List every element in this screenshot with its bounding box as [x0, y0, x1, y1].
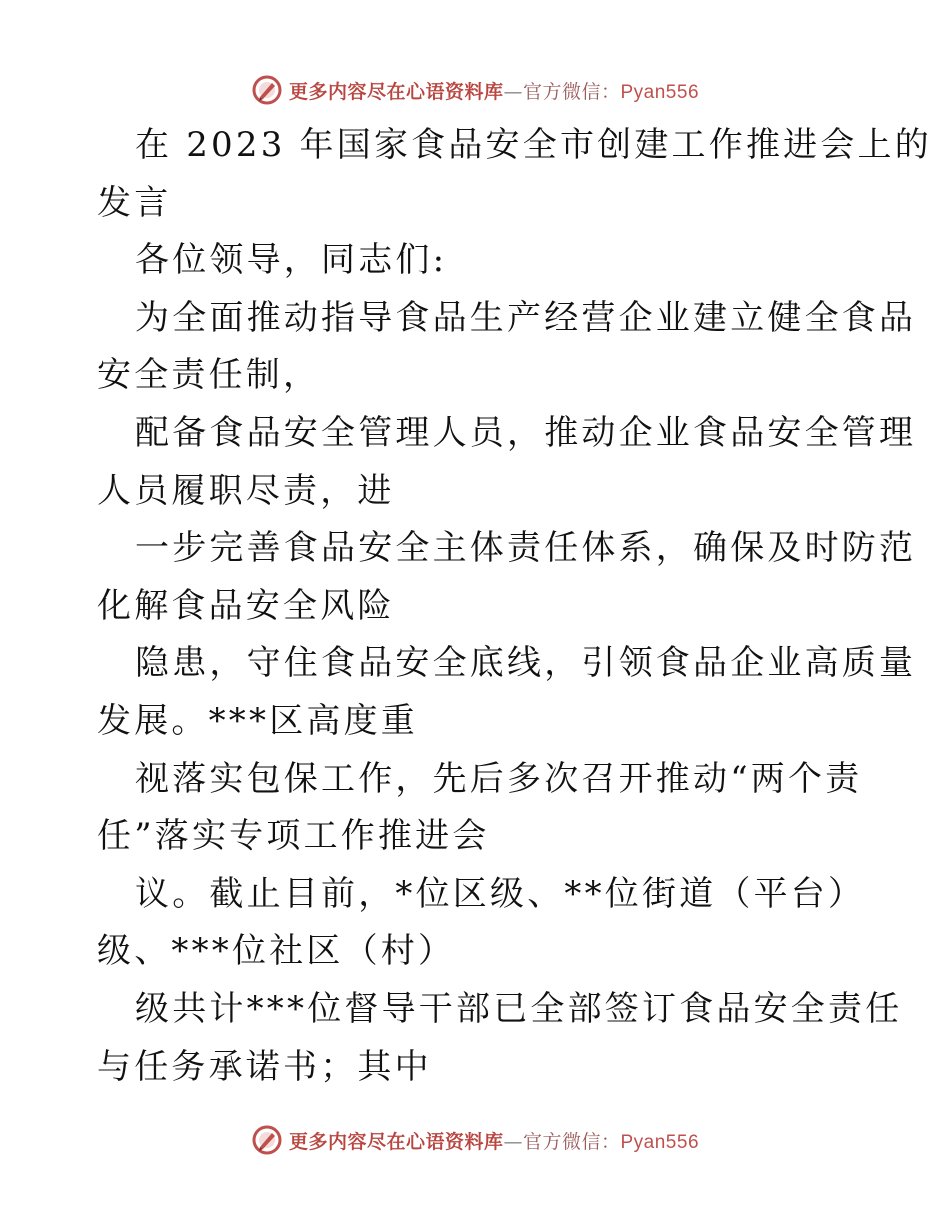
paragraph-line: 安全责任制，	[97, 355, 321, 396]
paragraph-line: 与任务承诺书；其中	[97, 1046, 432, 1087]
footer-wechat-id: Pyan556	[620, 1131, 700, 1153]
footer-text	[289, 1127, 699, 1154]
paragraph-line: 化解食品安全风险	[97, 585, 395, 626]
header-wechat-label: 官方微信：	[522, 80, 621, 103]
title-line-1: 在 2023 年国家食品安全市创建工作推进会上的	[135, 125, 932, 165]
footer-separator: —	[503, 1130, 523, 1153]
paragraph-line: 议。截止目前，*位区级、**位街道（平台）	[135, 873, 866, 914]
paragraph-line: 级、***位社区（村）	[97, 931, 456, 972]
salutation: 各位领导，同志们:	[135, 240, 448, 281]
paragraph-line: 人员履职尽责，进	[97, 470, 395, 511]
header-separator: —	[503, 80, 523, 103]
header-text	[289, 77, 699, 104]
paragraph-line: 隐患，守住食品安全底线，引领食品企业高质量	[135, 643, 917, 684]
title-line-2: 发言	[97, 182, 172, 223]
header-wechat-id: Pyan556	[620, 81, 700, 103]
footer-wechat-label: 官方微信：	[522, 1130, 621, 1153]
header-banner	[0, 70, 950, 110]
paragraph-line: 一步完善食品安全主体责任体系，确保及时防范	[135, 528, 917, 569]
paragraph-line: 发展。***区高度重	[97, 700, 418, 741]
document-body	[97, 117, 932, 1096]
paragraph-line: 为全面推动指导食品生产经营企业建立健全食品	[135, 297, 917, 338]
footer-banner	[0, 1120, 950, 1160]
paragraph-line: 任”落实专项工作推进会	[97, 816, 490, 857]
header-brand: 更多内容尽在心语资料库	[288, 80, 504, 103]
paragraph-line: 视落实包保工作，先后多次召开推动“两个责	[135, 758, 863, 799]
footer-brand: 更多内容尽在心语资料库	[288, 1130, 504, 1153]
pen-badge-icon	[251, 1124, 283, 1156]
paragraph-line: 配备食品安全管理人员，推动企业食品安全管理	[135, 412, 917, 453]
pen-badge-icon	[251, 74, 283, 106]
paragraph-line: 级共计***位督导干部已全部签订食品安全责任	[135, 988, 903, 1029]
